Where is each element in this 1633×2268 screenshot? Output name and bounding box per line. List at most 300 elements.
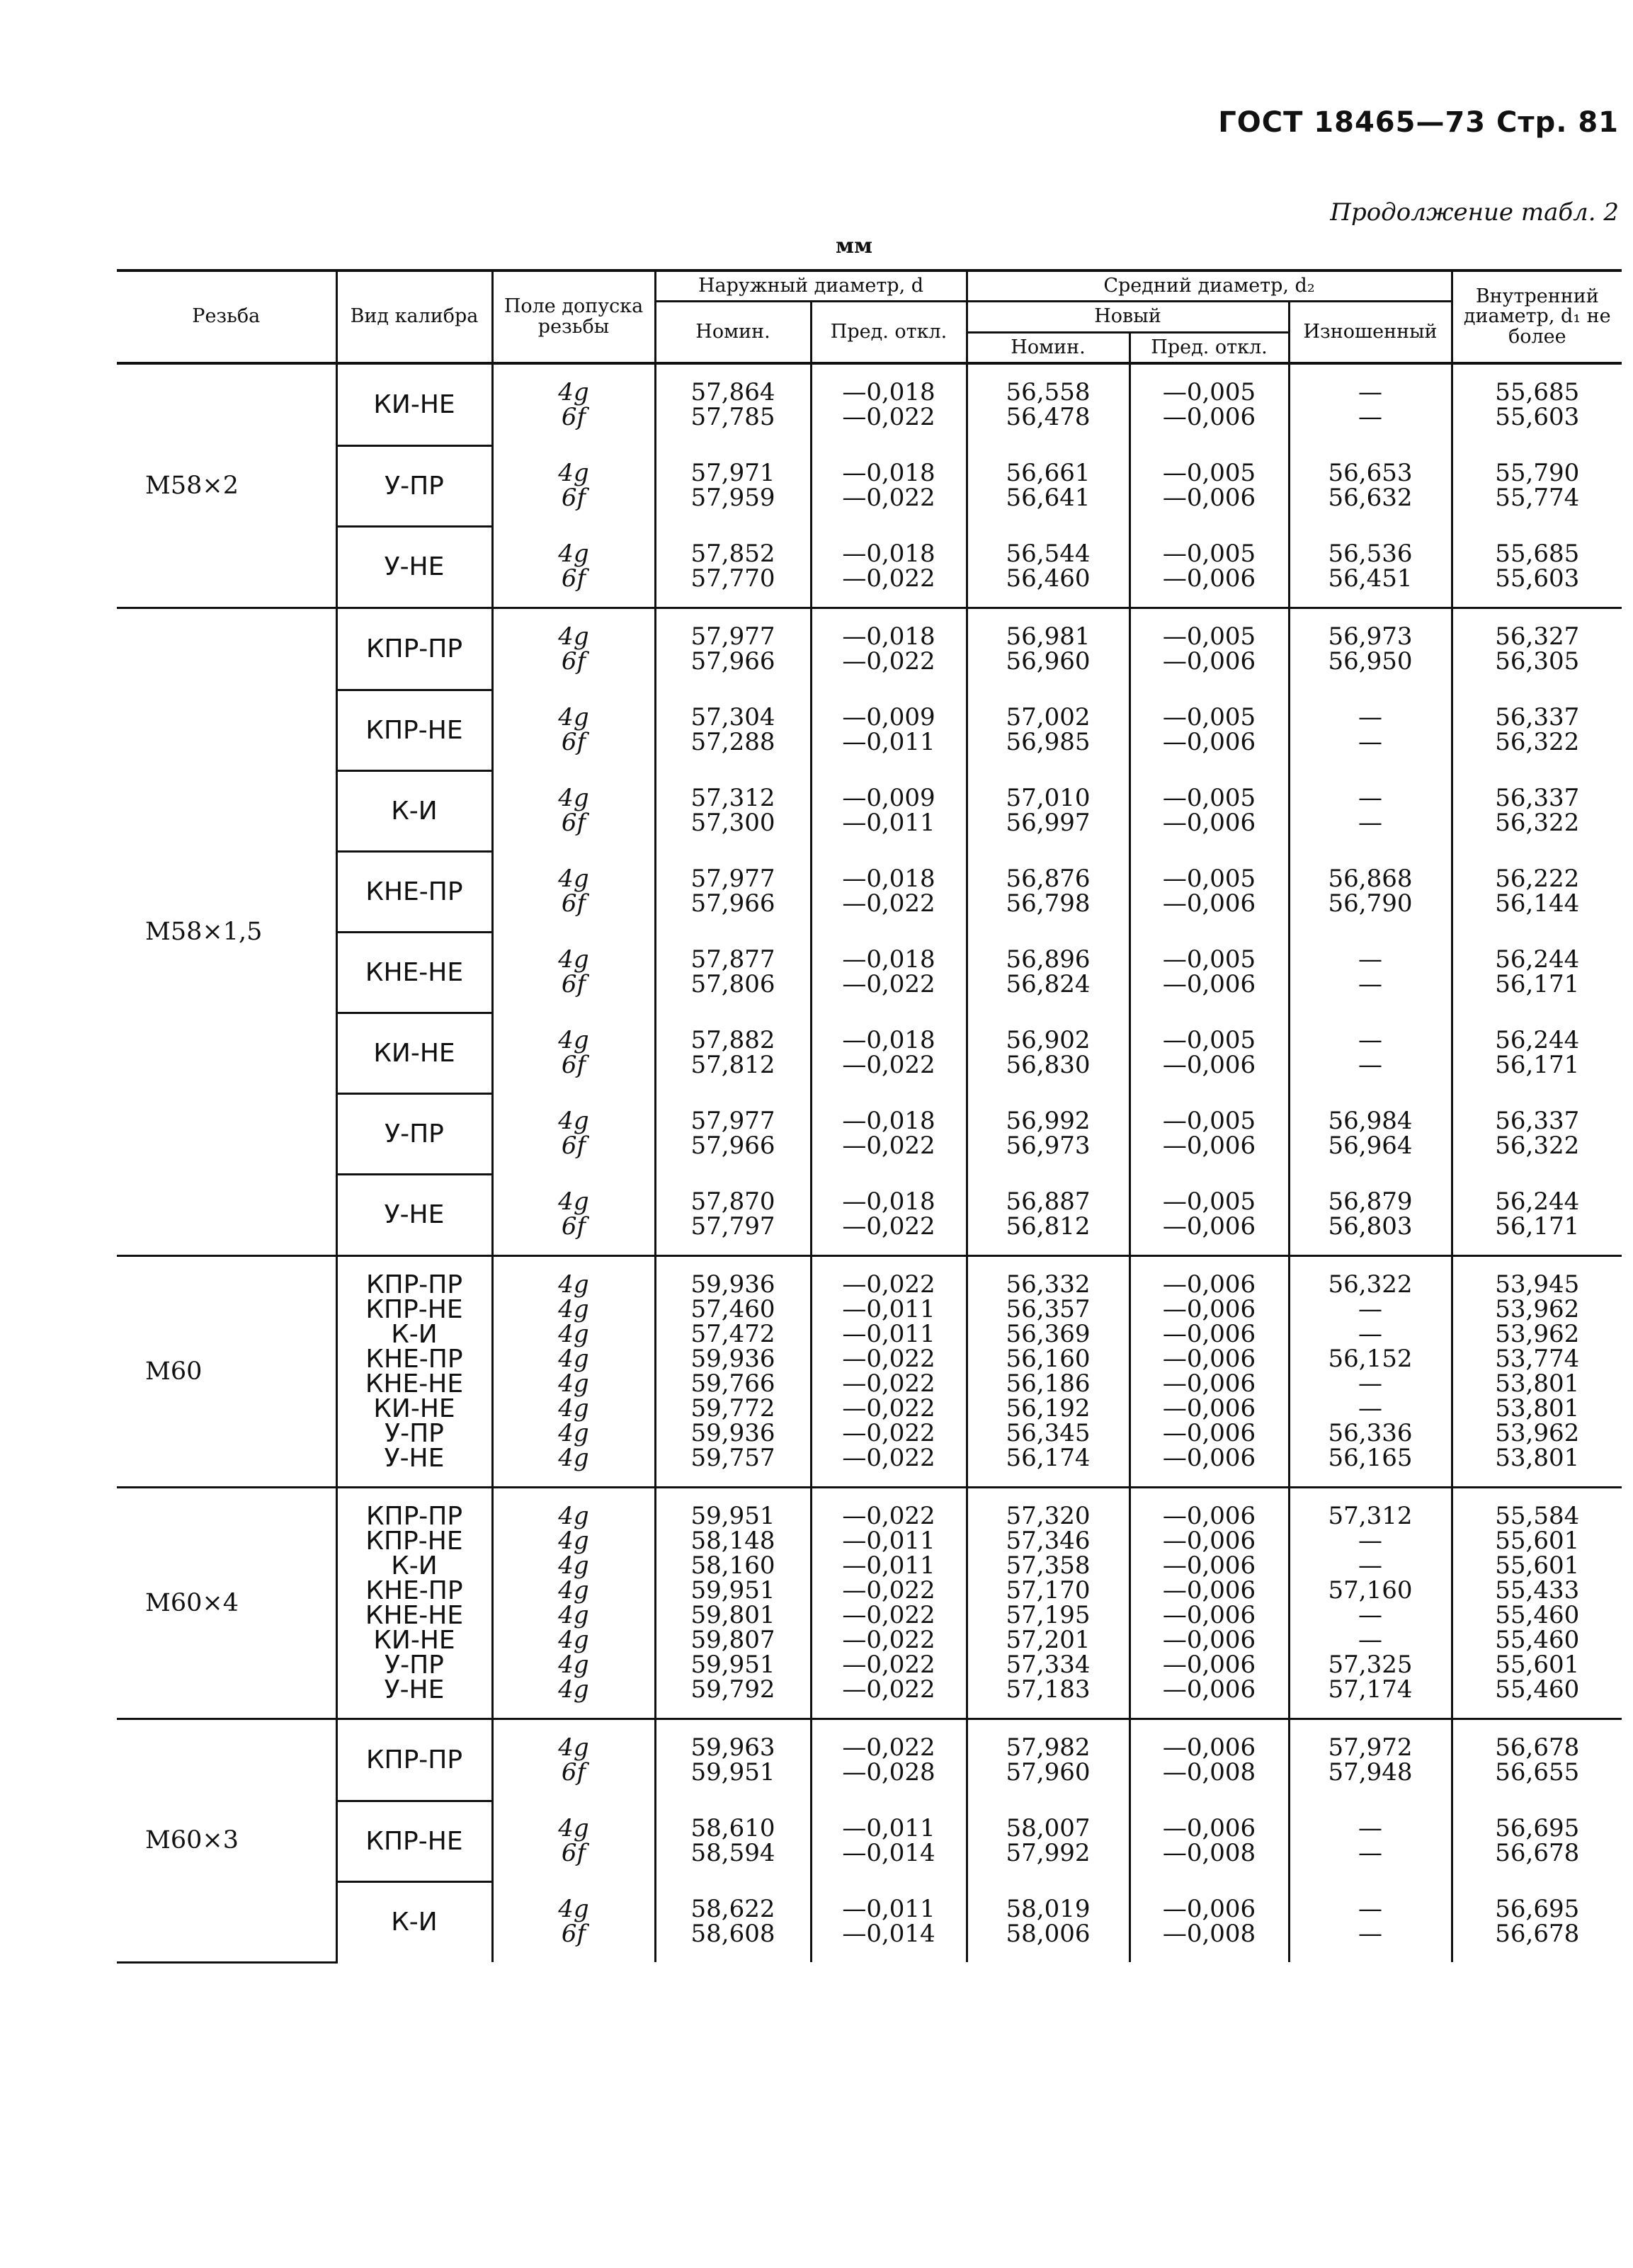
cell-value: 55,584 <box>1495 1502 1580 1531</box>
gauge-type-cell <box>336 526 492 608</box>
thread-designation: M60 <box>117 1256 336 1488</box>
outer-nominal-cell <box>655 851 811 932</box>
pitch-worn-cell <box>1289 770 1452 851</box>
gauge-type-cell <box>336 445 492 526</box>
cell-value: —0,018 <box>842 865 935 894</box>
cell-value: —0,006 <box>1162 1601 1256 1630</box>
pitch-worn-cell <box>1289 932 1452 1013</box>
cell-value: —0,022 <box>842 889 935 918</box>
cell-value: —0,005 <box>1162 1107 1256 1136</box>
cell-value: —0,018 <box>842 1187 935 1216</box>
cell-value: —0,006 <box>1162 1394 1256 1423</box>
cell-value: 4g <box>558 1551 589 1580</box>
cell-value: —0,022 <box>842 1051 935 1080</box>
cell-value: 56,171 <box>1495 970 1580 999</box>
cell-value: —0,005 <box>1162 865 1256 894</box>
outer-nominal-cell <box>655 608 811 690</box>
cell-value: 57,966 <box>690 647 775 676</box>
outer-nominal-cell <box>655 770 811 851</box>
outer-nominal-cell <box>655 690 811 770</box>
cell-value: 4g <box>558 1651 589 1680</box>
col-thread: Резьба <box>117 270 336 363</box>
cell-value: — <box>1358 1920 1383 1949</box>
pitch-worn-cell <box>1289 1881 1452 1962</box>
cell-value: —0,022 <box>842 1345 935 1374</box>
cell-value: —0,005 <box>1162 1026 1256 1055</box>
cell-value: 4g <box>558 1419 589 1448</box>
cell-value: —0,011 <box>842 1320 935 1349</box>
pitch-deviation-cell <box>1130 608 1289 690</box>
cell-value: К-И <box>391 1908 438 1937</box>
cell-value: 56,536 <box>1328 540 1413 569</box>
outer-nominal-cell <box>655 363 811 445</box>
cell-value: 57,160 <box>1328 1576 1413 1605</box>
cell-value: У-НЕ <box>384 1444 445 1474</box>
cell-value: 58,608 <box>690 1920 775 1949</box>
cell-value: 56,887 <box>1006 1187 1091 1216</box>
units-label: мм <box>836 234 873 258</box>
pitch-worn-cell <box>1289 1719 1452 1801</box>
thread-designation: M60×4 <box>117 1488 336 1719</box>
cell-value: 4g <box>558 1295 589 1324</box>
cell-value: 57,312 <box>690 784 775 813</box>
cell-value: 56,305 <box>1495 647 1580 676</box>
cell-value: 56,790 <box>1328 889 1413 918</box>
cell-value: 57,183 <box>1006 1675 1091 1704</box>
cell-value: —0,011 <box>842 809 935 838</box>
outer-deviation-cell <box>811 690 967 770</box>
cell-value: —0,005 <box>1162 540 1256 569</box>
gauge-type-cell <box>336 608 492 690</box>
cell-value: —0,006 <box>1162 1576 1256 1605</box>
pitch-nominal-cell <box>967 526 1130 608</box>
cell-value: —0,018 <box>842 1107 935 1136</box>
cell-value: КИ-НЕ <box>373 1626 455 1656</box>
cell-value: —0,005 <box>1162 784 1256 813</box>
cell-value: — <box>1358 1551 1383 1580</box>
thread-gauge-table <box>117 269 1622 1964</box>
cell-value: 57,960 <box>1006 1758 1091 1787</box>
tolerance-field-cell <box>492 1719 655 1801</box>
cell-value: 57,195 <box>1006 1601 1091 1630</box>
cell-value: 56,896 <box>1006 945 1091 974</box>
cell-value: 56,876 <box>1006 865 1091 894</box>
pitch-deviation-cell <box>1130 363 1289 445</box>
cell-value: 56,695 <box>1495 1814 1580 1843</box>
cell-value: 56,171 <box>1495 1051 1580 1080</box>
cell-value: 56,981 <box>1006 622 1091 651</box>
pitch-deviation-cell <box>1130 1719 1289 1801</box>
outer-deviation-cell <box>811 770 967 851</box>
cell-value: —0,022 <box>842 564 935 593</box>
gauge-type-cell <box>336 770 492 851</box>
cell-value: 53,962 <box>1495 1419 1580 1448</box>
cell-value: —0,018 <box>842 459 935 488</box>
cell-value: — <box>1358 728 1383 757</box>
cell-value: К-И <box>391 1320 438 1350</box>
pitch-deviation-cell <box>1130 1013 1289 1093</box>
cell-value: 4g <box>558 784 589 813</box>
cell-value: — <box>1358 784 1383 813</box>
pitch-deviation-cell <box>1130 1174 1289 1256</box>
cell-value: —0,014 <box>842 1920 935 1949</box>
cell-value: 59,936 <box>690 1345 775 1374</box>
cell-value: —0,011 <box>842 1814 935 1843</box>
cell-value: 58,006 <box>1006 1920 1091 1949</box>
cell-value: У-ПР <box>385 1651 444 1680</box>
cell-value: У-ПР <box>385 1419 444 1449</box>
cell-value: 57,992 <box>1006 1839 1091 1868</box>
pitch-deviation-cell <box>1130 1881 1289 1962</box>
cell-value: У-ПР <box>385 471 444 501</box>
outer-deviation-cell <box>811 363 967 445</box>
pitch-nominal-cell <box>967 1013 1130 1093</box>
cell-value: 53,801 <box>1495 1394 1580 1423</box>
cell-value: 4g <box>558 1814 589 1843</box>
cell-value: 55,774 <box>1495 484 1580 513</box>
inner-diameter-cell <box>1452 932 1622 1013</box>
table-row <box>117 608 1622 690</box>
cell-value: —0,022 <box>842 647 935 676</box>
cell-value: 56,327 <box>1495 622 1580 651</box>
cell-value: 4g <box>558 865 589 894</box>
outer-nominal-cell <box>655 1013 811 1093</box>
pitch-nominal-cell <box>967 608 1130 690</box>
cell-value: 56,144 <box>1495 889 1580 918</box>
cell-value: 57,806 <box>690 970 775 999</box>
cell-value: 57,977 <box>690 1107 775 1136</box>
tolerance-field-cell <box>492 1093 655 1174</box>
cell-value: —0,006 <box>1162 1527 1256 1556</box>
cell-value: КНЕ-НЕ <box>365 957 464 987</box>
cell-value: —0,006 <box>1162 484 1256 513</box>
outer-nominal-cell <box>655 1881 811 1962</box>
pitch-nominal-cell <box>967 1256 1130 1488</box>
cell-value: 57,460 <box>690 1295 775 1324</box>
gauge-type-cell <box>336 1256 492 1488</box>
cell-value: 57,472 <box>690 1320 775 1349</box>
cell-value: КИ-НЕ <box>373 1394 455 1424</box>
cell-value: —0,018 <box>842 378 935 407</box>
tolerance-field-cell <box>492 1256 655 1488</box>
pitch-worn-cell <box>1289 1801 1452 1881</box>
cell-value: — <box>1358 1320 1383 1349</box>
cell-value: КИ-НЕ <box>373 389 455 419</box>
pitch-deviation-cell <box>1130 690 1289 770</box>
cell-value: 59,766 <box>690 1369 775 1398</box>
cell-value: 6f <box>561 484 586 513</box>
cell-value: 4g <box>558 1444 589 1473</box>
cell-value: 56,322 <box>1495 809 1580 838</box>
table-row <box>117 851 1622 932</box>
cell-value: —0,018 <box>842 945 935 974</box>
cell-value: 57,174 <box>1328 1675 1413 1704</box>
cell-value: 4g <box>558 1527 589 1556</box>
cell-value: 56,478 <box>1006 403 1091 432</box>
cell-value: 55,603 <box>1495 403 1580 432</box>
cell-value: —0,006 <box>1162 1320 1256 1349</box>
table-body <box>117 363 1622 1962</box>
cell-value: 59,936 <box>690 1270 775 1299</box>
tolerance-field-cell <box>492 1801 655 1881</box>
cell-value: 56,678 <box>1495 1733 1580 1762</box>
cell-value: — <box>1358 1895 1383 1924</box>
cell-value: —0,022 <box>842 1675 935 1704</box>
pitch-nominal-cell <box>967 1174 1130 1256</box>
pitch-nominal-cell <box>967 1881 1130 1962</box>
cell-value: —0,006 <box>1162 1369 1256 1398</box>
gauge-type-cell <box>336 932 492 1013</box>
cell-value: У-НЕ <box>384 1200 445 1230</box>
cell-value: 4g <box>558 1187 589 1216</box>
pitch-worn-cell <box>1289 1256 1452 1488</box>
table-row <box>117 1093 1622 1174</box>
table-row <box>117 1488 1622 1719</box>
cell-value: 57,304 <box>690 703 775 732</box>
cell-value: 57,325 <box>1328 1651 1413 1680</box>
cell-value: 4g <box>558 703 589 732</box>
cell-value: 56,357 <box>1006 1295 1091 1324</box>
cell-value: 56,985 <box>1006 728 1091 757</box>
cell-value: 58,019 <box>1006 1895 1091 1924</box>
inner-diameter-cell <box>1452 851 1622 932</box>
cell-value: —0,006 <box>1162 1733 1256 1762</box>
outer-deviation-cell <box>811 608 967 690</box>
cell-value: 56,868 <box>1328 865 1413 894</box>
gauge-type-cell <box>336 690 492 770</box>
cell-value: 4g <box>558 622 589 651</box>
inner-diameter-cell <box>1452 608 1622 690</box>
cell-value: 56,803 <box>1328 1212 1413 1241</box>
inner-diameter-cell <box>1452 1093 1622 1174</box>
tolerance-field-cell <box>492 1174 655 1256</box>
cell-value: — <box>1358 945 1383 974</box>
pitch-deviation-cell <box>1130 851 1289 932</box>
pitch-nominal-cell <box>967 1093 1130 1174</box>
cell-value: —0,011 <box>842 728 935 757</box>
pitch-worn-cell <box>1289 608 1452 690</box>
cell-value: 56,174 <box>1006 1444 1091 1473</box>
cell-value: —0,022 <box>842 1369 935 1398</box>
cell-value: 56,222 <box>1495 865 1580 894</box>
pitch-nominal-cell <box>967 690 1130 770</box>
cell-value: —0,022 <box>842 1601 935 1630</box>
cell-value: КПР-НЕ <box>365 1826 463 1856</box>
table-row <box>117 363 1622 445</box>
cell-value: 6f <box>561 1758 586 1787</box>
table-row <box>117 526 1622 608</box>
cell-value: 56,695 <box>1495 1895 1580 1924</box>
inner-diameter-cell <box>1452 363 1622 445</box>
cell-value: 57,300 <box>690 809 775 838</box>
cell-value: 56,369 <box>1006 1320 1091 1349</box>
cell-value: 56,879 <box>1328 1187 1413 1216</box>
col-gauge-type: Вид калибра <box>336 270 492 363</box>
table-row <box>117 1881 1622 1962</box>
table-row <box>117 1719 1622 1801</box>
cell-value: 59,936 <box>690 1419 775 1448</box>
cell-value: 6f <box>561 647 586 676</box>
cell-value: —0,022 <box>842 1651 935 1680</box>
cell-value: 56,337 <box>1495 1107 1580 1136</box>
cell-value: 57,972 <box>1328 1733 1413 1762</box>
cell-value: 53,962 <box>1495 1295 1580 1324</box>
cell-value: 57,982 <box>1006 1733 1091 1762</box>
cell-value: КПР-ПР <box>365 634 463 663</box>
cell-value: 56,451 <box>1328 564 1413 593</box>
cell-value: 59,757 <box>690 1444 775 1473</box>
cell-value: —0,009 <box>842 703 935 732</box>
cell-value: 4g <box>558 1601 589 1630</box>
cell-value: 56,830 <box>1006 1051 1091 1080</box>
col-outer-diameter: Наружный диаметр, d <box>655 270 967 302</box>
cell-value: —0,006 <box>1162 1132 1256 1161</box>
cell-value: 56,653 <box>1328 459 1413 488</box>
inner-diameter-cell <box>1452 1174 1622 1256</box>
cell-value: —0,008 <box>1162 1920 1256 1949</box>
cell-value: —0,022 <box>842 1444 935 1473</box>
cell-value: 58,160 <box>690 1551 775 1580</box>
cell-value: —0,022 <box>842 1212 935 1241</box>
cell-value: —0,011 <box>842 1551 935 1580</box>
cell-value: — <box>1358 970 1383 999</box>
outer-nominal-cell <box>655 445 811 526</box>
gauge-type-cell <box>336 1488 492 1719</box>
cell-value: — <box>1358 1601 1383 1630</box>
cell-value: — <box>1358 1026 1383 1055</box>
cell-value: —0,005 <box>1162 622 1256 651</box>
cell-value: 57,882 <box>690 1026 775 1055</box>
cell-value: —0,006 <box>1162 970 1256 999</box>
thread-designation: M58×2 <box>117 363 336 608</box>
cell-value: КНЕ-НЕ <box>365 1601 464 1631</box>
cell-value: 56,798 <box>1006 889 1091 918</box>
cell-value: 55,460 <box>1495 1601 1580 1630</box>
pitch-deviation-cell <box>1130 526 1289 608</box>
cell-value: 57,358 <box>1006 1551 1091 1580</box>
tolerance-field-cell <box>492 851 655 932</box>
cell-value: 57,966 <box>690 889 775 918</box>
pitch-deviation-cell <box>1130 1093 1289 1174</box>
cell-value: 56,186 <box>1006 1369 1091 1398</box>
pitch-deviation-cell <box>1130 1256 1289 1488</box>
tolerance-field-cell <box>492 690 655 770</box>
table-row <box>117 1256 1622 1488</box>
thread-designation: M60×3 <box>117 1719 336 1963</box>
cell-value: 57,002 <box>1006 703 1091 732</box>
cell-value: 55,601 <box>1495 1527 1580 1556</box>
outer-deviation-cell <box>811 1013 967 1093</box>
pitch-worn-cell <box>1289 445 1452 526</box>
gauge-type-cell <box>336 1801 492 1881</box>
cell-value: 57,971 <box>690 459 775 488</box>
cell-value: 59,951 <box>690 1576 775 1605</box>
cell-value: 59,801 <box>690 1601 775 1630</box>
cell-value: КПР-ПР <box>365 1502 463 1532</box>
cell-value: 56,322 <box>1495 1132 1580 1161</box>
cell-value: 56,244 <box>1495 945 1580 974</box>
cell-value: 6f <box>561 889 586 918</box>
pitch-deviation-cell <box>1130 770 1289 851</box>
cell-value: —0,006 <box>1162 1626 1256 1655</box>
gauge-type-cell <box>336 1881 492 1962</box>
cell-value: КНЕ-ПР <box>365 877 463 906</box>
cell-value: 6f <box>561 1839 586 1868</box>
cell-value: 58,622 <box>690 1895 775 1924</box>
cell-value: —0,005 <box>1162 459 1256 488</box>
pitch-nominal-cell <box>967 363 1130 445</box>
pitch-worn-cell <box>1289 526 1452 608</box>
cell-value: —0,005 <box>1162 1187 1256 1216</box>
cell-value: 53,774 <box>1495 1345 1580 1374</box>
pitch-worn-cell <box>1289 690 1452 770</box>
cell-value: 57,346 <box>1006 1527 1091 1556</box>
outer-nominal-cell <box>655 1488 811 1719</box>
pitch-nominal-cell <box>967 1801 1130 1881</box>
col-pitch-diameter: Средний диаметр, d₂ <box>967 270 1452 302</box>
cell-value: 56,192 <box>1006 1394 1091 1423</box>
gauge-type-cell <box>336 363 492 445</box>
cell-value: —0,022 <box>842 1626 935 1655</box>
cell-value: 55,460 <box>1495 1675 1580 1704</box>
cell-value: —0,006 <box>1162 1651 1256 1680</box>
cell-value: 4g <box>558 1733 589 1762</box>
cell-value: 56,244 <box>1495 1187 1580 1216</box>
cell-value: 4g <box>558 378 589 407</box>
outer-deviation-cell <box>811 1256 967 1488</box>
cell-value: 56,544 <box>1006 540 1091 569</box>
cell-value: 56,641 <box>1006 484 1091 513</box>
cell-value: —0,009 <box>842 784 935 813</box>
outer-nominal-cell <box>655 1801 811 1881</box>
cell-value: 6f <box>561 1132 586 1161</box>
cell-value: 58,007 <box>1006 1814 1091 1843</box>
cell-value: — <box>1358 809 1383 838</box>
cell-value: —0,022 <box>842 1502 935 1531</box>
cell-value: 55,433 <box>1495 1576 1580 1605</box>
cell-value: 56,460 <box>1006 564 1091 593</box>
cell-value: —0,018 <box>842 622 935 651</box>
table-row <box>117 1174 1622 1256</box>
cell-value: 56,973 <box>1006 1132 1091 1161</box>
cell-value: 6f <box>561 809 586 838</box>
cell-value: 56,152 <box>1328 1345 1413 1374</box>
outer-deviation-cell <box>811 1881 967 1962</box>
page-header: ГОСТ 18465—73 Стр. 81 <box>1218 106 1619 139</box>
cell-value: —0,022 <box>842 484 935 513</box>
outer-deviation-cell <box>811 932 967 1013</box>
cell-value: 56,950 <box>1328 647 1413 676</box>
col-outer-nominal: Номин. <box>655 302 811 363</box>
col-pitch-deviation: Пред. откл. <box>1130 332 1289 363</box>
inner-diameter-cell <box>1452 1256 1622 1488</box>
gauge-type-cell <box>336 1093 492 1174</box>
pitch-worn-cell <box>1289 851 1452 932</box>
pitch-worn-cell <box>1289 1093 1452 1174</box>
pitch-deviation-cell <box>1130 1488 1289 1719</box>
cell-value: 6f <box>561 728 586 757</box>
cell-value: 56,960 <box>1006 647 1091 676</box>
cell-value: 4g <box>558 945 589 974</box>
col-tolerance-field: Поле допуска резьбы <box>492 270 655 363</box>
cell-value: 56,171 <box>1495 1212 1580 1241</box>
cell-value: — <box>1358 378 1383 407</box>
cell-value: 6f <box>561 1212 586 1241</box>
cell-value: 56,964 <box>1328 1132 1413 1161</box>
cell-value: 56,632 <box>1328 484 1413 513</box>
cell-value: 4g <box>558 1895 589 1924</box>
cell-value: —0,006 <box>1162 1419 1256 1448</box>
